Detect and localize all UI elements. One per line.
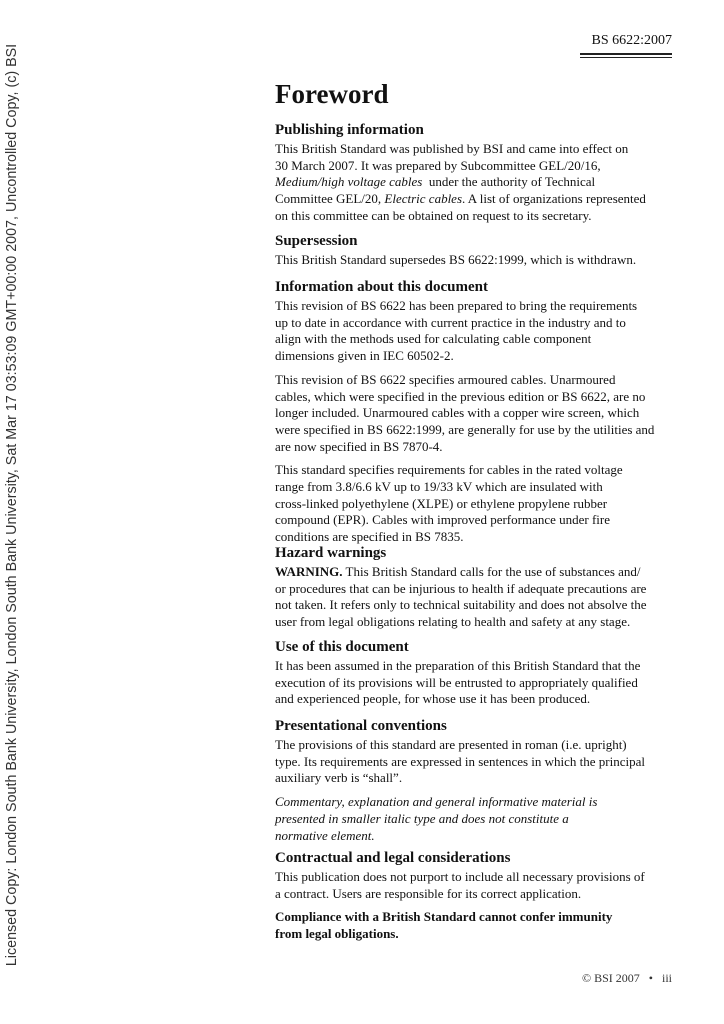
text-line: This British Standard was published by BSI and came into effect on [275,141,629,156]
text-line: a contract. Users are responsible for its correct application. [275,885,582,901]
text-line [275,174,685,191]
section [275,849,685,950]
text-line: It has been assumed in the preparation of this British Standard that the [275,658,641,673]
text-line [275,191,685,208]
text-line [275,564,685,581]
text-line: and experienced people, for whose use it has been produced. [275,691,591,707]
text-line: align with the methods used for calculating cable component [275,331,592,347]
text-line: This publication does not purport to include all necessary provisions of [275,869,645,884]
section [275,638,685,715]
section-heading: Publishing information [275,122,424,138]
section [275,121,685,232]
text-line: not taken. It refers only to technical suitability and does not absolve the [275,597,647,613]
paragraph [275,252,685,269]
bold-text: from legal obligations. [275,926,399,942]
text-line: range from 3.8/6.6 kV up to 19/33 kV which are insulated with [275,479,603,495]
paragraph [275,564,685,631]
italic-text: Commentary, explanation and general informative material is [275,794,598,810]
text-line: This revision of BS 6622 specifies armoured cables. Unarmoured [275,371,616,387]
text-line: compound (EPR). Cables with improved performance under fire [275,512,611,528]
text-line [275,811,685,828]
italic-text: normative element. [275,827,375,843]
text-line [275,794,685,811]
text-line: This British Standard supersedes BS 6622:1999, which is withdrawn. [275,252,637,267]
section-heading: Hazard warnings [275,545,387,561]
text-line: user from legal obligations relating to health and safety at any stage. [275,614,631,630]
text-run: Committee GEL/20, [275,191,385,207]
text-line: or procedures that can be injurious to health if adequate precautions are [275,580,647,596]
paragraph [275,869,685,902]
section [275,278,685,553]
license-watermark: Licensed Copy: London South Bank University, London South Bank University, Sat Mar 17 03:53:09 GMT+00:00 2007, Uncontrolled Copy, (c) BSI [4,43,20,967]
text-line: were specified in BS 6622:1999, are generally for use by the utilities and [275,421,655,437]
section-heading: Information about this document [275,279,488,295]
standard-number: BS 6622:2007 [591,33,672,48]
text-line: conditions are specified in BS 7835. [275,529,464,545]
section [275,544,685,638]
text-line [275,909,685,926]
header-rule [580,53,672,58]
text-line: up to date in accordance with current practice in the industry and to [275,314,626,330]
italic-text: Electric cables [384,191,463,207]
text-line: dimensions given in IEC 60502-2. [275,348,454,364]
text-run: under the authority of Technical [422,174,596,190]
text-line: longer included. Unarmoured cables with a copper wire screen, which [275,405,640,421]
page-title: Foreword [275,79,389,109]
text-line: cross-linked polyethylene (XLPE) or ethylene propylene rubber [275,495,608,511]
text-line [275,828,685,845]
italic-text: Medium/high voltage cables [275,174,423,190]
copyright: © BSI 2007 [581,971,640,985]
italic-text: presented in smaller italic type and does not constitute a [275,810,569,826]
section [275,717,685,851]
section-heading: Contractual and legal considerations [275,850,511,866]
text-line: execution of its provisions will be entrusted to appropriately qualified [275,674,638,690]
section-heading: Presentational conventions [275,718,447,734]
text-line: This standard specifies requirements for cables in the rated voltage [275,462,623,478]
text-run: This British Standard calls for the use of substances and/ [342,564,641,579]
paragraph [275,909,685,942]
bold-text: Compliance with a British Standard cannot confer immunity [275,909,613,925]
text-run: . A list of organizations represented [462,191,646,207]
section [275,232,685,276]
text-line: cables, which were specified in the previous edition or BS 6622, are no [275,388,646,404]
text-line: The provisions of this standard are presented in roman (i.e. upright) [275,737,627,752]
paragraph [275,372,685,456]
paragraph [275,794,685,844]
text-line [275,926,685,943]
paragraph [275,141,685,225]
bold-text: WARNING. [275,564,343,579]
paragraph [275,298,685,365]
paragraph [275,658,685,708]
text-line: type. Its requirements are expressed in sentences in which the principal [275,753,646,769]
page-number: iii [661,971,672,985]
page-footer [582,971,672,986]
section-heading: Supersession [275,233,358,249]
text-line: 30 March 2007. It was prepared by Subcommittee GEL/20/16, [275,157,601,173]
text-line: on this committee can be obtained on request to its secretary. [275,207,592,223]
text-line: This revision of BS 6622 has been prepared to bring the requirements [275,298,638,313]
section-heading: Use of this document [275,639,409,655]
text-line: auxiliary verb is “shall”. [275,770,403,786]
paragraph [275,737,685,787]
separator: • [648,971,653,985]
text-line: are now specified in BS 7870-4. [275,438,443,454]
paragraph [275,462,685,546]
